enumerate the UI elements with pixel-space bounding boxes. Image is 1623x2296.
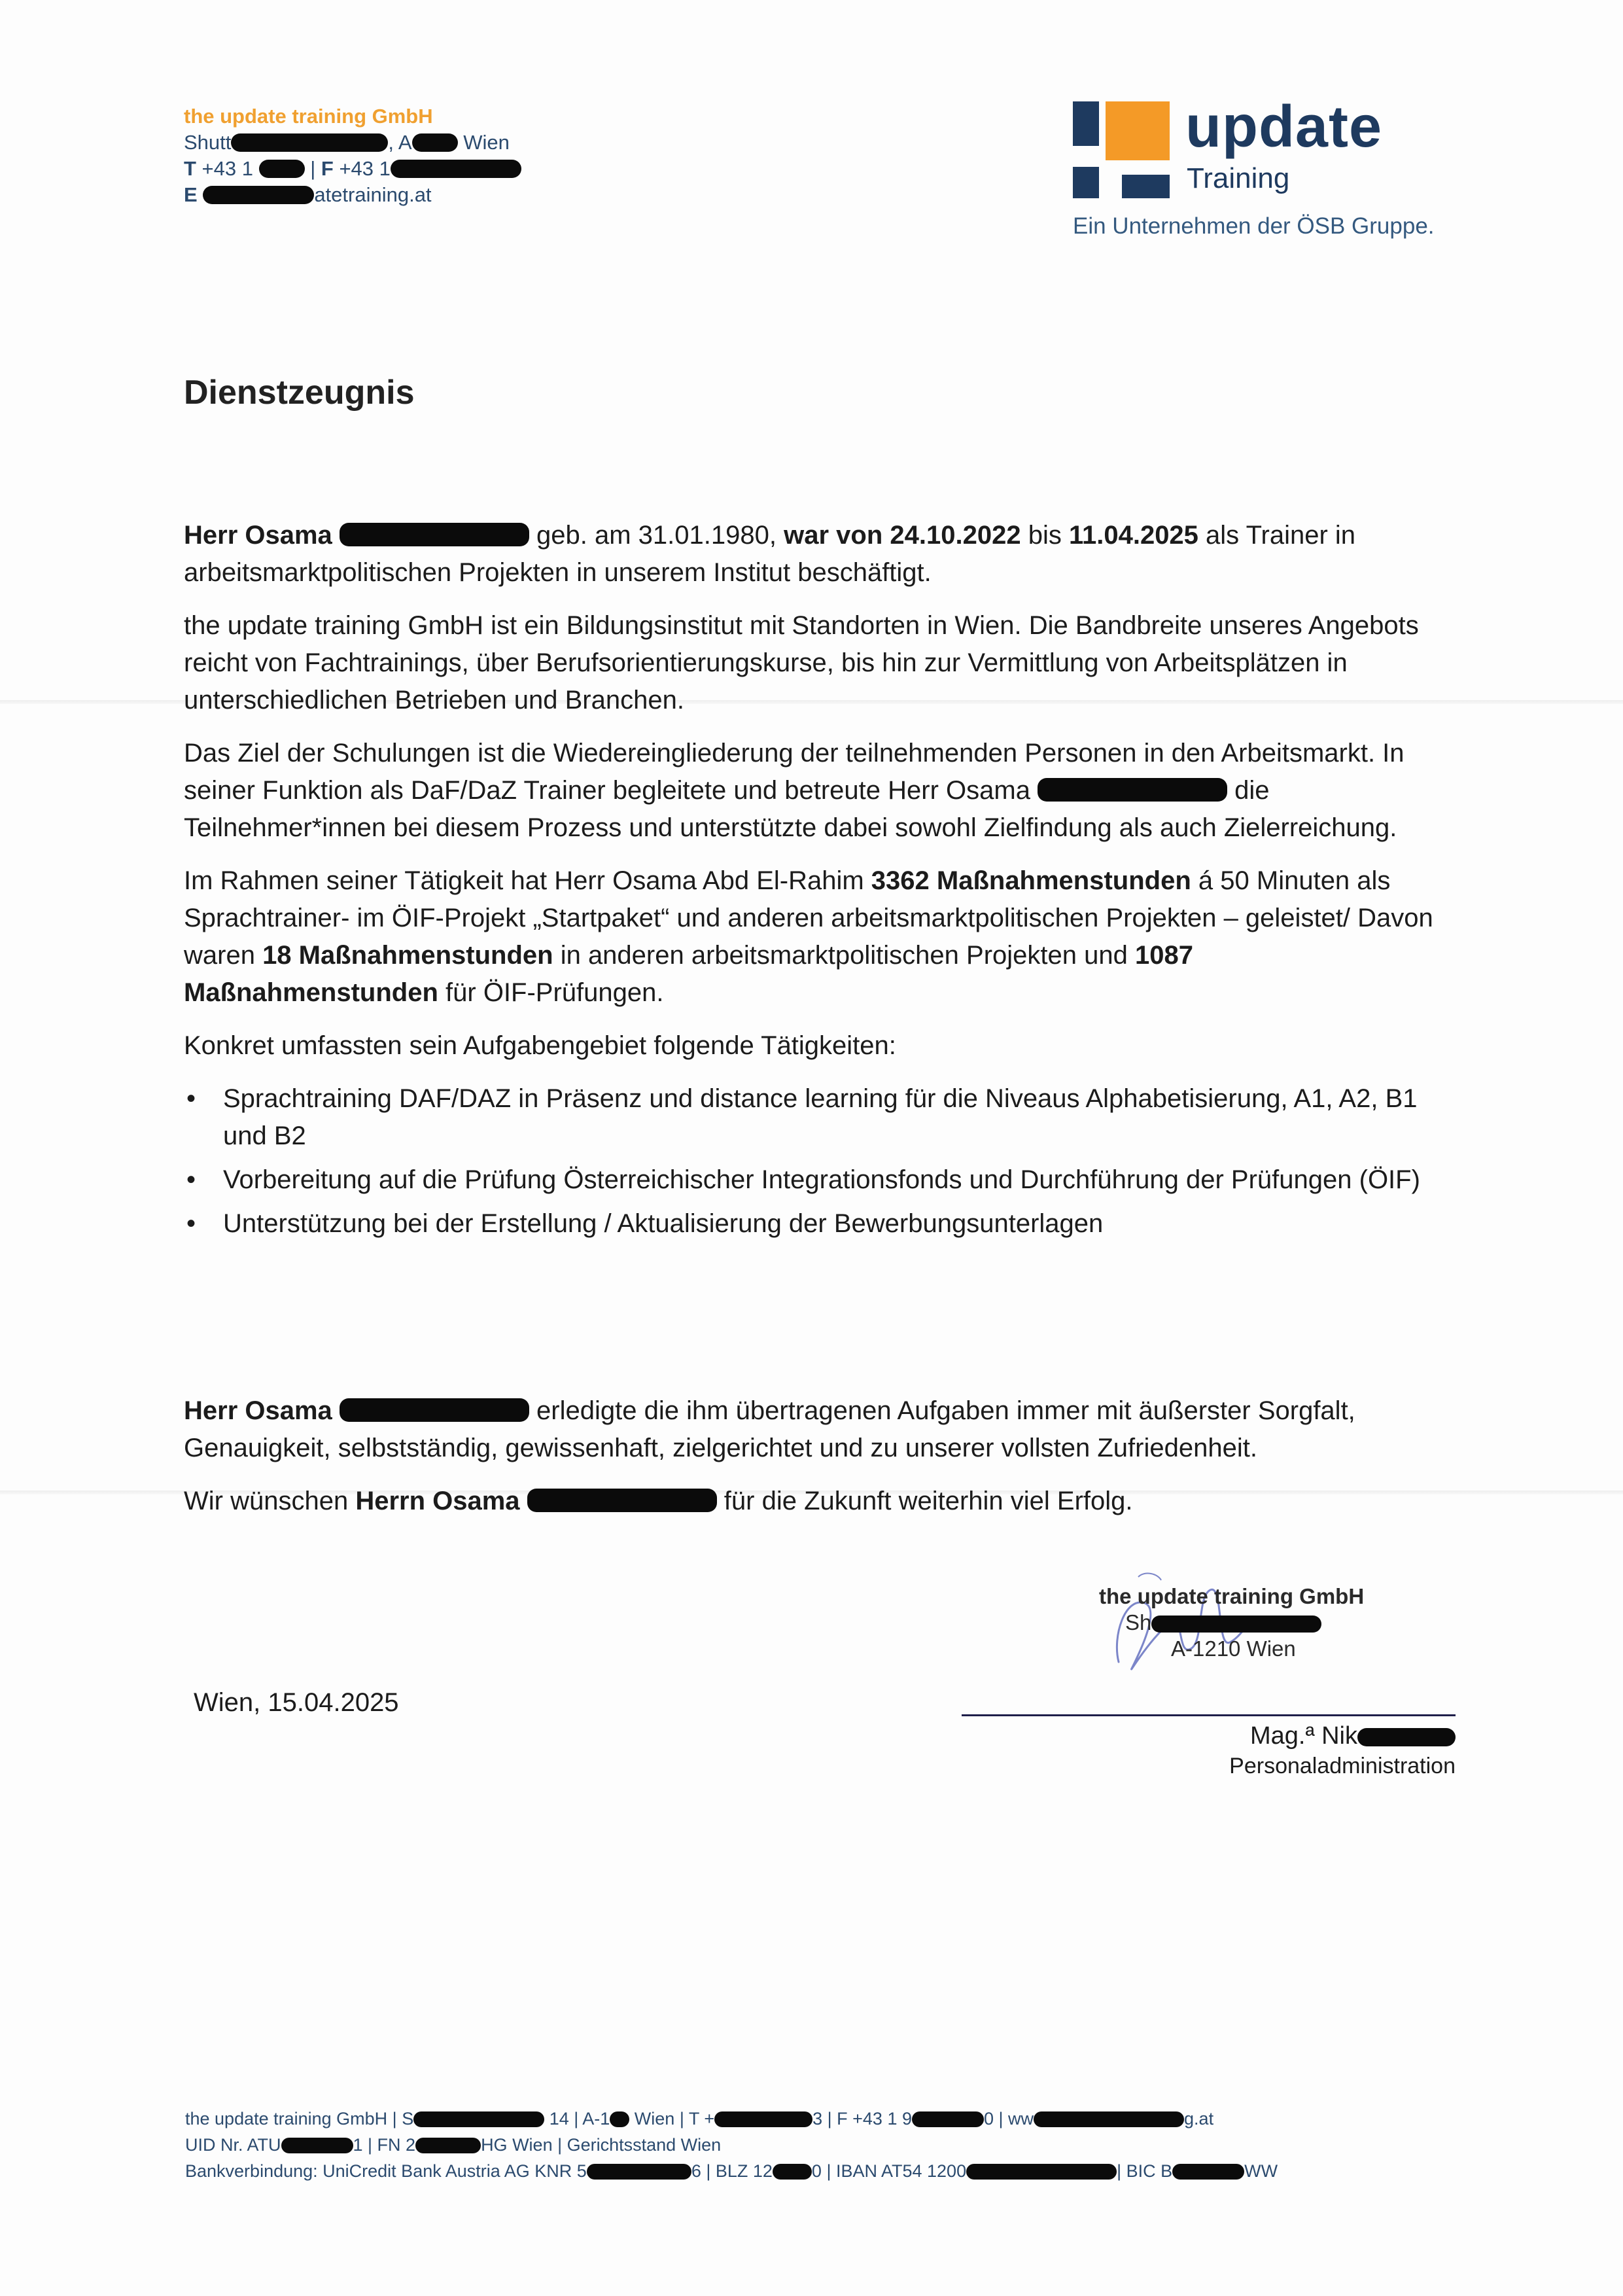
signer-block — [1229, 1721, 1456, 1781]
sender-phone: T +43 1 | F +43 1 — [184, 156, 521, 182]
footer-text: Wien | T + — [629, 2109, 715, 2128]
redaction-bar — [610, 2111, 629, 2127]
address-start: Shutt — [184, 131, 232, 154]
logo-mark-icon — [1073, 101, 1170, 198]
footer-text: | BIC B — [1117, 2161, 1173, 2181]
signer-name-text: Mag.ª Nik — [1250, 1722, 1357, 1750]
footer-text: Bankverbindung: UniCredit Bank Austria AG KNR 5 — [185, 2161, 587, 2181]
other-project-hours: 18 Maßnahmenstunden — [262, 941, 553, 970]
paragraph-employment — [184, 517, 1446, 592]
footer-text: 14 | A-1 — [544, 2109, 610, 2128]
update-training-logo — [1073, 94, 1478, 249]
bullet-icon: • — [186, 1165, 196, 1194]
place-and-date: Wien, 15.04.2025 — [194, 1688, 399, 1717]
redaction-bar — [412, 133, 458, 152]
task-text: Unterstützung bei der Erstellung / Aktualisierung der Bewerbungsunterlagen — [223, 1209, 1104, 1238]
redaction-bar — [340, 523, 529, 546]
task-text: Vorbereitung auf die Prüfung Österreichischer Integrationsfonds und Durchführung der Prüfungen (ÖIF) — [223, 1165, 1420, 1194]
evaluation-text: erledigte die ihm übertragenen Aufgaben immer mit äußerster Sorgfalt, Genauigkeit, selbstständig, gewissenhaft, zielgerichtet und zu unserer vollsten Zufriedenheit. — [184, 1396, 1355, 1462]
redaction-bar — [1172, 2164, 1244, 2180]
redaction-bar — [912, 2111, 984, 2127]
redaction-bar — [259, 160, 305, 178]
email-value: atetraining.at — [314, 183, 432, 206]
redaction-bar — [340, 1398, 529, 1422]
hours-text-c: á 50 Minuten als Sprachtrainer- im ÖIF-Projekt „Startpaket“ und anderen arbeitsmarktpolitischen Projekten – geleistet/ Davon waren — [184, 866, 1433, 970]
redaction-bar — [413, 2111, 544, 2127]
logo-tagline: Ein Unternehmen der ÖSB Gruppe. — [1073, 213, 1435, 239]
fax-value: +43 1 — [333, 157, 391, 180]
redaction-bar — [1034, 2111, 1184, 2127]
redaction-bar — [281, 2138, 353, 2153]
bullet-icon: • — [186, 1084, 196, 1113]
employee-name: Herr Osama — [184, 1396, 332, 1425]
redaction-bar — [203, 186, 314, 204]
phone-label: T — [184, 157, 196, 180]
company-stamp — [1099, 1583, 1364, 1662]
paragraph-evaluation — [184, 1392, 1446, 1467]
logo-subtitle: Training — [1187, 162, 1290, 194]
hours-text-e: in anderen arbeitsmarktpolitischen Projekten und — [553, 941, 1135, 970]
footer-text: 0 | ww — [984, 2109, 1034, 2128]
birth-date-text: geb. am 31.01.1980, — [529, 521, 784, 550]
email-label: E — [184, 183, 198, 206]
hours-text-g: für ÖIF-Prüfungen. — [438, 978, 664, 1007]
redaction-bar — [1357, 1728, 1456, 1746]
wishes-text-c: für die Zukunft weiterhin viel Erfolg. — [716, 1487, 1133, 1515]
bullet-icon: • — [186, 1209, 196, 1238]
stamp-street-text: Sh — [1125, 1610, 1152, 1634]
footer-text: g.at — [1184, 2109, 1214, 2128]
sender-address-block — [184, 103, 521, 208]
paragraph-company: the update training GmbH ist ein Bildungsinstitut mit Standorten in Wien. Die Bandbreite unseres Angebots reicht von Fachtrainings, über Berufsorientierungskurse, bis hin zur Vermittlung von Arbeitsplätzen in unterschiedlichen Betrieben und Branchen. — [184, 611, 1419, 715]
task-text: Sprachtraining DAF/DAZ in Präsenz und distance learning für die Niveaus Alphabetisierung, A1, A2, B1 und B2 — [223, 1084, 1418, 1150]
wishes-text-a: Wir wünschen — [184, 1487, 356, 1515]
closing-block — [184, 1392, 1446, 1536]
paragraph-goal — [184, 735, 1446, 847]
oif-exam-hours: 1087 Maßnahmenstunden — [184, 941, 1193, 1007]
address-end: Wien — [457, 131, 510, 154]
redaction-bar — [966, 2164, 1117, 2180]
footer-text: 6 | BLZ 12 — [691, 2161, 773, 2181]
employment-rest: als Trainer in arbeitsmarktpolitischen Projekten in unserem Institut beschäftigt. — [184, 521, 1356, 587]
footer-line-2 — [185, 2132, 1278, 2158]
list-item — [184, 1080, 1446, 1155]
redaction-bar — [391, 160, 521, 178]
fax-label: F — [321, 157, 334, 180]
redaction-bar — [1151, 1616, 1321, 1633]
until-text: bis — [1021, 521, 1069, 550]
sender-address — [184, 130, 521, 156]
signature-line — [962, 1714, 1456, 1716]
employee-name: Herrn Osama — [355, 1487, 520, 1515]
footer-text: 1 | FN 2 — [353, 2135, 416, 2155]
document-body — [184, 517, 1446, 1258]
footer-text: the update training GmbH | S — [185, 2109, 414, 2128]
goal-text-b: die Teilnehmer*innen bei diesem Prozess und unterstützte dabei sowohl Zielfindung als auch Zielerreichung. — [184, 776, 1397, 842]
stamp-company: the update training GmbH — [1099, 1584, 1365, 1608]
logo-wordmark: update — [1185, 94, 1383, 160]
footer-text: 3 | F +43 1 9 — [812, 2109, 912, 2128]
list-item — [184, 1161, 1446, 1199]
footer-text: HG Wien | Gerichtsstand Wien — [481, 2135, 722, 2155]
stamp-city: A-1210 Wien — [1171, 1636, 1296, 1661]
stamp-street — [1099, 1610, 1364, 1636]
hours-text-a: Im Rahmen seiner Tätigkeit hat Herr Osama Abd El-Rahim — [184, 866, 871, 895]
redaction-bar — [714, 2111, 812, 2127]
signer-role: Personaladministration — [1229, 1754, 1456, 1778]
phone-value: +43 1 — [196, 157, 259, 180]
footer-line-1 — [185, 2106, 1278, 2132]
list-item — [184, 1205, 1446, 1243]
paragraph-hours — [184, 862, 1446, 1012]
footer-text: UID Nr. ATU — [185, 2135, 281, 2155]
document-title: Dienstzeugnis — [184, 374, 415, 412]
task-list — [184, 1080, 1446, 1243]
redaction-bar — [415, 2138, 481, 2153]
signer-name — [1229, 1721, 1456, 1751]
employee-salutation: Herr Osama — [184, 521, 332, 550]
redaction-bar — [527, 1489, 717, 1512]
start-date: war von 24.10.2022 — [784, 521, 1021, 550]
footer — [185, 2106, 1278, 2184]
total-hours: 3362 Maßnahmenstunden — [871, 866, 1191, 895]
footer-text: WW — [1244, 2161, 1278, 2181]
address-mid: , A — [388, 131, 412, 154]
paragraph-wishes — [184, 1483, 1446, 1520]
redaction-bar — [1038, 778, 1227, 802]
footer-text: 0 | IBAN AT54 1200 — [811, 2161, 967, 2181]
footer-line-3 — [185, 2158, 1278, 2184]
redaction-bar — [587, 2164, 691, 2180]
paragraph-tasks-intro: Konkret umfassten sein Aufgabengebiet folgende Tätigkeiten: — [184, 1031, 896, 1060]
redaction-bar — [773, 2164, 812, 2180]
goal-text-a: Das Ziel der Schulungen ist die Wiedereingliederung der teilnehmenden Personen in den Arbeitsmarkt. In seiner Funktion als DaF/DaZ Trainer begleitete und betreute Herr Osama — [184, 739, 1405, 805]
end-date: 11.04.2025 — [1068, 521, 1198, 550]
redaction-bar — [231, 133, 388, 152]
sender-company: the update training GmbH — [184, 105, 433, 128]
sender-email — [184, 182, 521, 208]
